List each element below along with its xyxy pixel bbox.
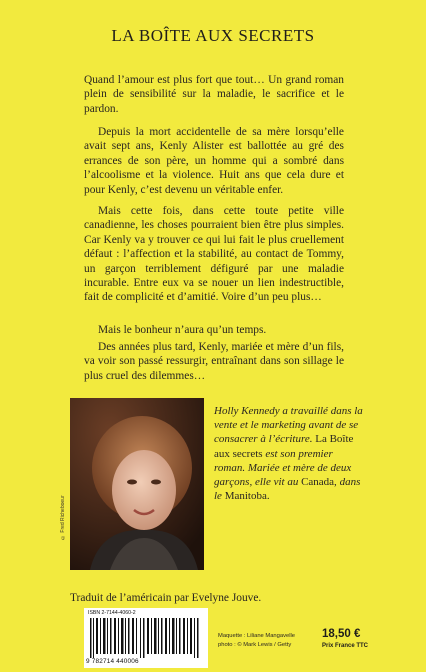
- bio-part-4: Mariée et mère de deux garçons, elle vit au: [214, 461, 352, 489]
- bio-part-1: Holly Kennedy a travaillé dans la vente et le marketing avant de se consacrer à l’écriture.: [214, 405, 363, 446]
- synopsis-paragraph-3: Mais le bonheur n’aura qu’un temps.: [98, 324, 267, 336]
- design-credits: [218, 632, 295, 650]
- bio-part-6: dans le: [214, 476, 361, 503]
- tagline-paragraph: Quand l’amour est plus fort que tout… Un grand roman plein de sensibilité sur la maladie, le sacrifice et le pardon.: [84, 74, 344, 115]
- author-portrait-illustration: [70, 398, 204, 570]
- cover-photo-credit: photo : © Mark Lewis / Getty: [218, 642, 292, 648]
- synopsis-paragraph-2: Mais cette fois, dans cette toute petite ville canadienne, les choses pourraient bien être plus simples. Car Kenly va y trouver ce qui lui fait le plus cruellement défaut : l’affection et la stabilité, au contact de Tommy, un garçon terriblement défiguré par une maladie incurable. Entre eux va se nouer un lien indestructible, fait de complicité et d’amitié. Voire d’un peu plus…: [84, 205, 344, 304]
- author-bio: [214, 404, 364, 503]
- translator-credit: Traduit de l’américain par Evelyne Jouve.: [70, 592, 262, 604]
- price: 18,50 €: [322, 628, 361, 640]
- isbn-label: ISBN 2-7144-4060-2: [88, 610, 136, 616]
- barcode-digits: 9 782714 440006: [86, 658, 139, 665]
- bio-part-7: Manitoba.: [224, 490, 270, 503]
- author-photo: [70, 398, 204, 570]
- bio-part-2: La Boîte aux secrets: [214, 433, 354, 460]
- book-title: LA BOÎTE AUX SECRETS: [111, 26, 315, 45]
- barcode-icon: [90, 618, 202, 658]
- photo-credit: © Fred Richeboeur: [60, 495, 66, 540]
- synopsis-paragraph-1: Depuis la mort accidentelle de sa mère lorsqu’elle avait sept ans, Kenly Alister est ballottée au gré des errances de son père, un homme qui a sombré dans l’alcoolisme et la violence. Huit ans que cela dure et pour Kenly, c’est devenu un véritable enfer.: [84, 126, 344, 196]
- bio-part-3: est son premier roman.: [214, 447, 333, 474]
- barcode-box: [84, 608, 208, 668]
- bio-part-5: Canada,: [301, 476, 337, 489]
- synopsis-paragraph-4: Des années plus tard, Kenly, mariée et mère d’un fils, va voir son passé ressurgir, entraînant dans son sillage le plus cruel des dilemmes…: [84, 341, 344, 382]
- price-note: Prix France TTC: [322, 643, 369, 649]
- layout-credit: Maquette : Liliane Mangavelle: [218, 633, 296, 639]
